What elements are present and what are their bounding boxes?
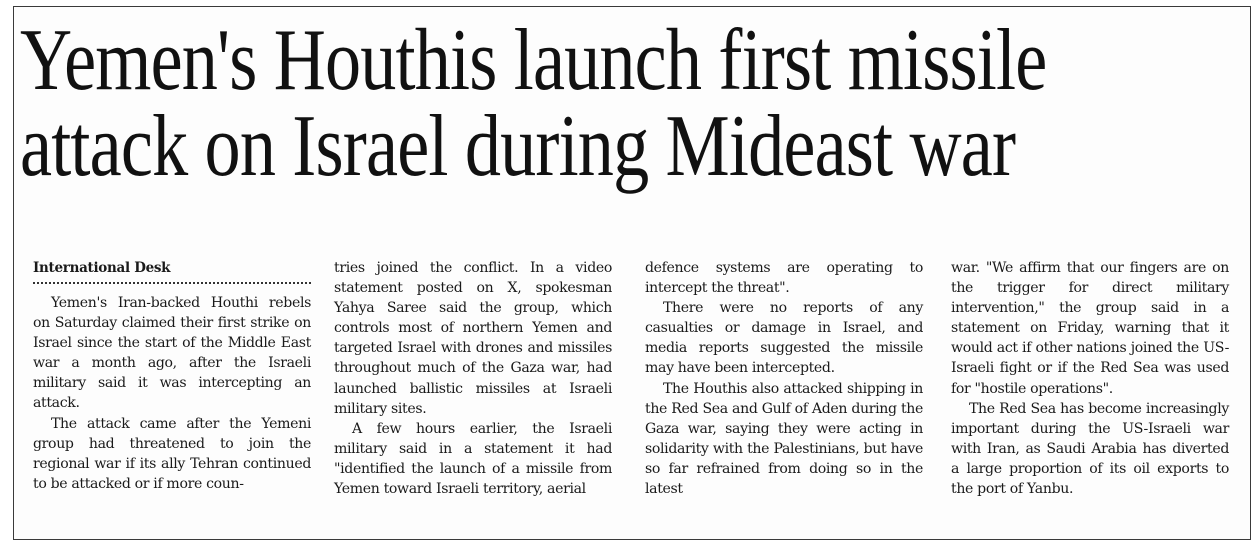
paragraph: There were no reports of any casualties or damage in Israel, and media reports suggested the missile may have been intercepted. xyxy=(645,300,923,377)
paragraph: The Houthis also attacked shipping in the Red Sea and Gulf of Aden during the Gaza war, saying they were acting in solidarity with the Palestinians, but have so far refrained from doing so in the latest xyxy=(645,380,923,498)
paragraph: The attack came after the Yemeni group had threatened to join the regional war if its ally Tehran continued to be attacked or if more coun- xyxy=(33,415,311,492)
paragraph-continued: defence systems are operating to intercept the threat". xyxy=(645,260,923,297)
byline: International Desk xyxy=(33,258,311,284)
column-1 xyxy=(33,258,311,494)
headline-line-1: Yemen's Houthis launch first missile xyxy=(20,12,1047,109)
paragraph-continued: tries joined the conflict. In a video statement posted on X, spokesman Yahya Saree said the group, which controls most of northern Yemen and targeted Israel with drones and missiles throughout much of the Gaza war, had launched ballistic missiles at Israeli military sites. xyxy=(334,260,612,417)
column-4 xyxy=(951,258,1229,499)
column-3 xyxy=(645,258,923,499)
paragraph-continued: war. "We affirm that our fingers are on the trigger for direct military intervention," the group said in a statement on Friday, warning that it would act if other nations joined the US-Israeli fight or if the Red Sea was used for "hostile operations". xyxy=(951,260,1229,397)
paragraph: The Red Sea has become increasingly important during the US-Israeli war with Iran, as Saudi Arabia has diverted a large proportion of its oil exports to the port of Yanbu. xyxy=(951,400,1229,498)
paragraph: A few hours earlier, the Israeli military said in a statement it had "identified the launch of a missile from Yemen toward Israeli territory, aerial xyxy=(334,420,612,498)
column-2 xyxy=(334,258,612,499)
article-body xyxy=(33,258,1233,528)
headline-line-2: attack on Israel during Mideast war xyxy=(20,98,1016,195)
paragraph: Yemen's Iran-backed Houthi rebels on Saturday claimed their first strike on Israel since the start of the Middle East war a month ago, after the Israeli military said it was intercepting an attack. xyxy=(33,295,311,412)
headline xyxy=(20,12,1234,195)
